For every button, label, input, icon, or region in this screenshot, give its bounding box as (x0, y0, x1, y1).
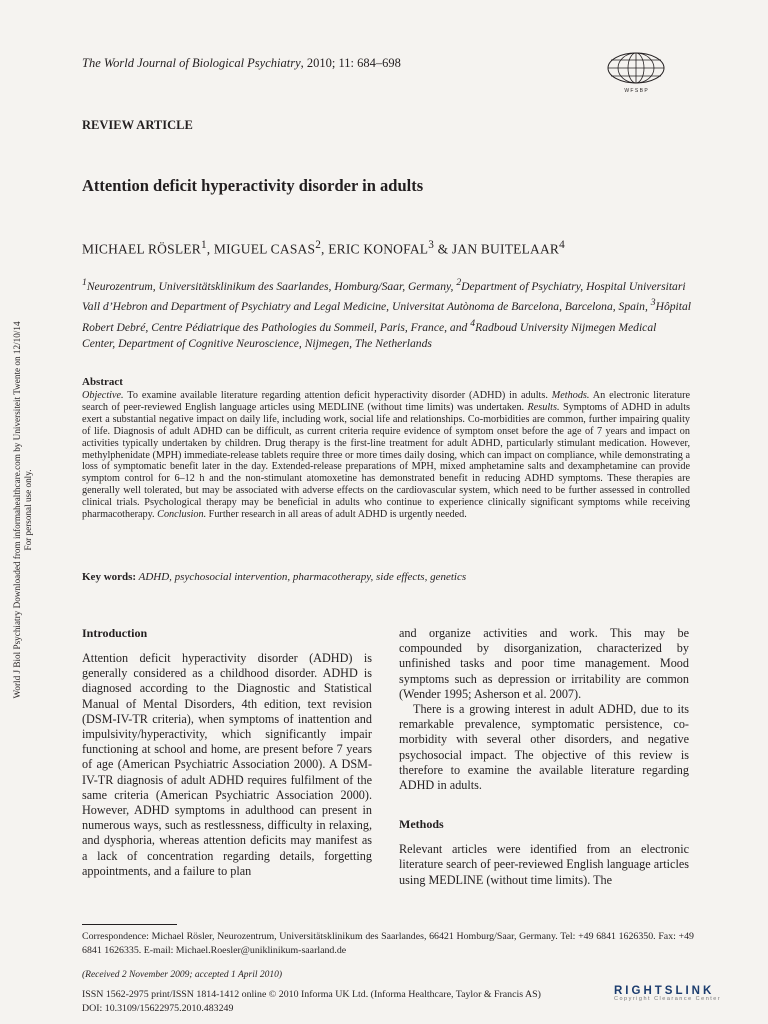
abstract-heading: Abstract (82, 376, 123, 388)
affiliations (82, 275, 692, 353)
affil-sup: 2 (456, 277, 462, 288)
doi-line: DOI: 10.3109/15622975.2010.483249 (82, 1002, 234, 1014)
author-sep: , (206, 241, 214, 257)
intro-paragraph-1: Attention deficit hyperactivity disorder (ADHD) is generally considered as a childhood disorder. ADHD is diagnosed according to the Diagnostic and Statistical Manual of Mental Disorders, 4th edition, text revision (DSM-IV-TR criteria), when symptoms of inattention and impulsivity/hyperactivity, which significantly impair functioning at school and home, are present before 7 years of age (American Psychiatric Association 2000). A DSM-IV-TR diagnosis of adult ADHD requires fulfilment of the same criteria (American Psychiatric Association 2000). However, ADHD symptoms in adulthood can present in numerous ways, such as restlessness, difficulty in relaxing, and dysphoria, whereas attention deficits may manifest as a lack of concentration regarding details, forgetting appointments, and a failure to plan (82, 651, 372, 878)
body-column-right (399, 626, 689, 888)
correspondence: Correspondence: Michael Rösler, Neurozentrum, Universitätsklinikum des Saarlandes, 66421 Homburg/Saar, Germany. Tel: +49 6841 1626350. Fax: +49 6841 1626335. E-mail: Michael.Roesler@uniklinikum-saarland.de (82, 931, 694, 956)
globe-icon (602, 48, 670, 94)
affil-text: Department of Psychiatry, Hospital Universitari Vall d’Hebron and Department of Psychiatry and Legal Medicine, Universitat Autònoma de Barcelona, Barcelona, Spain, (82, 279, 686, 314)
section-heading-introduction: Introduction (82, 626, 148, 640)
abstract-conclusion-text: Further research in all areas of adult ADHD is urgently needed. (206, 509, 467, 521)
rightslink-logo[interactable] (614, 985, 721, 1002)
author-name: JAN BUITELAAR (451, 241, 560, 257)
abstract-body (82, 390, 690, 521)
author-sup: 4 (559, 239, 565, 251)
download-watermark (12, 300, 42, 720)
abstract-objective-text: To examine available literature regarding attention deficit hyperactivity disorder (ADHD) in adults. (123, 390, 552, 401)
abstract-objective-label: Objective. (82, 390, 124, 401)
author-sep: , (321, 241, 329, 257)
author-name: ERIC KONOFAL (328, 241, 429, 257)
affil-text: Neurozentrum, Universitätsklinikum des Saarlandes, Homburg/Saar, Germany, (86, 279, 457, 293)
intro-paragraph-2: There is a growing interest in adult ADHD, due to its remarkable prevalence, symptomatic persistence, co-morbidity with several other disorders, and negative psychosocial impact. The objective of this review is therefore to examine the available literature regarding ADHD in adults. (399, 702, 689, 793)
methods-paragraph-1: Relevant articles were identified from an electronic literature search of peer-reviewed English language articles using MEDLINE (without time limits). The (399, 842, 689, 887)
journal-citation (82, 56, 401, 71)
wfsbp-logo (602, 48, 670, 94)
logo-text: W F S B P (624, 88, 648, 94)
affil-sup: 4 (470, 317, 476, 329)
author-list (82, 239, 565, 258)
body-column-left (82, 626, 372, 879)
article-type: REVIEW ARTICLE (82, 118, 193, 132)
abstract-conclusion-label: Conclusion. (157, 509, 207, 521)
abstract-results-label: Results. (527, 401, 560, 413)
rightslink-subtext: Copyright Clearance Center (614, 996, 722, 1002)
abstract-methods-label: Methods. (551, 390, 590, 401)
author-sep: & (434, 241, 452, 257)
affil-text: Hôpital Robert Debré, Centre Pédiatrique des Pathologies du Sommeil, Paris, France, and (82, 300, 692, 334)
author-name: MICHAEL RÖSLER (82, 241, 201, 257)
issn-doi-block (82, 988, 541, 1015)
intro-paragraph-1-continued: and organize activities and work. This may be compounded by disorganization, characterized by unfinished tasks and poor time management. Mood symptoms such as depression or irritability are common (Wender 1995; Asherson et al. 2007). (399, 626, 689, 701)
article-title: Attention deficit hyperactivity disorder in adults (82, 176, 424, 195)
author-sup: 1 (200, 239, 207, 251)
download-watermark-line2: For personal use only. (23, 469, 33, 551)
received-dates: (Received 2 November 2009; accepted 1 April 2010) (82, 970, 283, 980)
abstract-results-text: Symptoms of ADHD in adults exert a substantial negative impact on daily life, including work, social life and relationships. Co-morbidities are common, further impairing quality of life. Diagnosis of adult ADHD can be difficult, as current criteria require evidence of symptom onset before the age of 7 years and impact on activities typically undertaken by children. Drug therapy is the first-line treatment for adult ADHD, particularly stimulant medication. However, methylphenidate (MPH) immediate-release tablets require three or more times daily dosing, which can impact on compliance, while demonstrating a loss of symptomatic benefit later in the day. Extended-release preparations of MPH, mixed amphetamine salts and dexamphetamine can provide symptom control for 6–12 h and the non-stimulant atomoxetine has demonstrated benefit in reducing ADHD symptoms. These therapies are generally well tolerated, but may be associated with adverse effects on the cardiovascular system, which need to be further assessed in controlled clinical trials. Psychological therapy may be beneficial in adults who continue to experience clinically significant symptoms while receiving pharmacotherapy. (82, 401, 690, 521)
affil-sup: 3 (650, 297, 656, 309)
journal-issue: , 2010; 11: 684–698 (300, 56, 401, 70)
section-heading-methods: Methods (399, 817, 444, 832)
author-sup: 3 (428, 239, 435, 251)
author-name: MIGUEL CASAS (213, 241, 316, 257)
abstract-methods-text: An electronic literature search of peer-reviewed English language articles using MEDLINE (without time limits) was undertaken. (82, 390, 690, 413)
keywords-label: Key words: (82, 571, 137, 583)
rightslink-text: RIGHTSLINK (614, 985, 715, 997)
author-sup: 2 (315, 239, 322, 251)
keywords (82, 571, 690, 583)
footnote-rule (82, 924, 177, 925)
affil-text: Radboud University Nijmegen Medical Center, Department of Cognitive Neuroscience, Nijmegen, The Netherlands (82, 320, 657, 351)
download-watermark-line1: World J Biol Psychiatry Downloaded from informahealthcare.com by Universiteit Twente on 12/10/14 (12, 321, 22, 699)
affil-sup: 1 (82, 277, 87, 288)
issn-line: ISSN 1562-2975 print/ISSN 1814-1412 online © 2010 Informa UK Ltd. (Informa Healthcare, Taylor & Francis AS) (82, 989, 541, 1000)
journal-name: The World Journal of Biological Psychiatry (82, 56, 301, 70)
keywords-text: ADHD, psychosocial intervention, pharmacotherapy, side effects, genetics (136, 571, 467, 583)
